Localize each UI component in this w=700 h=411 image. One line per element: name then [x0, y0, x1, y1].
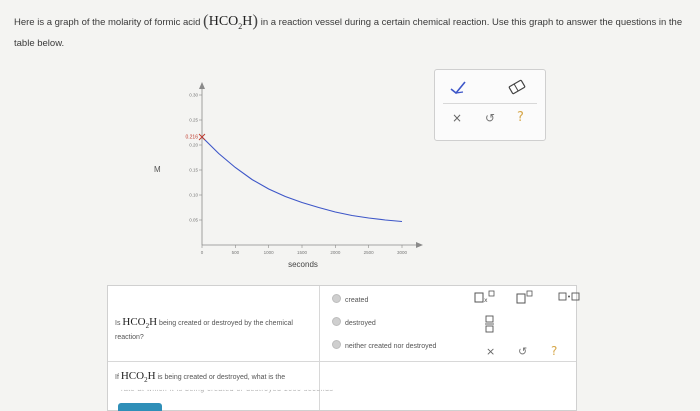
formula-hco2h-q1: $HCO_2H$: [122, 316, 158, 331]
initial-value-label: 0.216: [185, 134, 198, 141]
x-tick-label: 2000: [330, 250, 341, 255]
x-tick-label: 3000: [396, 250, 408, 255]
x-axis-arrow: [416, 242, 423, 248]
checkmark-icon[interactable]: [449, 80, 469, 96]
option-neither[interactable]: neither created nor destroyed: [332, 340, 436, 350]
help-graph-button[interactable]: ?: [517, 110, 524, 125]
clear-answer-button[interactable]: ×: [486, 345, 496, 358]
option-created[interactable]: created: [332, 294, 368, 304]
radio-destroyed[interactable]: [332, 317, 341, 326]
option-destroyed[interactable]: destroyed: [332, 317, 376, 327]
y-axis-arrow: [199, 82, 205, 89]
x-tick-label: 1500: [296, 250, 308, 255]
scientific-notation-icon[interactable]: [474, 290, 496, 304]
undo-answer-button[interactable]: ↺: [518, 345, 528, 358]
y-tick-label: 0.25: [189, 117, 198, 123]
submit-button[interactable]: [118, 403, 162, 411]
formula-hco2h-q2: $HCO_2H$: [120, 370, 156, 385]
intro-text-part2: in a reaction vessel during a certain chemical reaction. Use this graph to answer the questions in the table below.: [14, 17, 683, 49]
undo-graph-button[interactable]: ↺: [485, 111, 496, 125]
formula-hco2h: $HCO_2H$: [208, 14, 253, 31]
help-answer-button[interactable]: ?: [551, 344, 558, 358]
x-tick-label: 0: [200, 250, 204, 255]
y-tick-label: 0.20: [189, 142, 198, 148]
question-1: Is $HCO_2H$ being created or destroyed by the chemical reaction?: [115, 316, 293, 342]
graph-svg: [140, 75, 425, 275]
question-2: If $HCO_2H$ is being created or destroyed, what is the: [115, 370, 286, 385]
x-axis-label: seconds: [288, 260, 318, 269]
molarity-graph: [140, 75, 425, 275]
y-tick-label: 0.30: [189, 92, 198, 98]
x-tick-label: 1000: [263, 250, 274, 255]
y-tick-label: 0.10: [189, 192, 198, 198]
superscript-icon[interactable]: [516, 290, 534, 304]
x-tick-label: 500: [231, 250, 240, 255]
y-tick-label: 0.05: [189, 217, 198, 223]
svg-text:x: x: [484, 297, 488, 304]
fraction-icon[interactable]: [485, 315, 495, 333]
y-axis-label: M: [154, 165, 161, 174]
graph-tool-panel: [434, 69, 546, 141]
eraser-icon[interactable]: [507, 79, 527, 95]
intro-text-part1: Here is a graph of the molarity of formic acid: [14, 17, 201, 28]
question-intro: Here is a graph of the molarity of formic acid $(HCO_2H)$ in a reaction vessel during a certain chemical reaction. Use this graph to answer the questions in the table below.: [14, 11, 683, 49]
clear-graph-button[interactable]: ×: [452, 111, 463, 125]
radio-neither[interactable]: [332, 340, 341, 349]
molarity-curve: [202, 137, 402, 222]
y-tick-label: 0.15: [189, 167, 198, 173]
radio-created[interactable]: [332, 294, 341, 303]
tool-divider: [443, 103, 537, 104]
x-tick-label: 2500: [363, 250, 374, 255]
multiply-box-icon[interactable]: [558, 291, 580, 303]
